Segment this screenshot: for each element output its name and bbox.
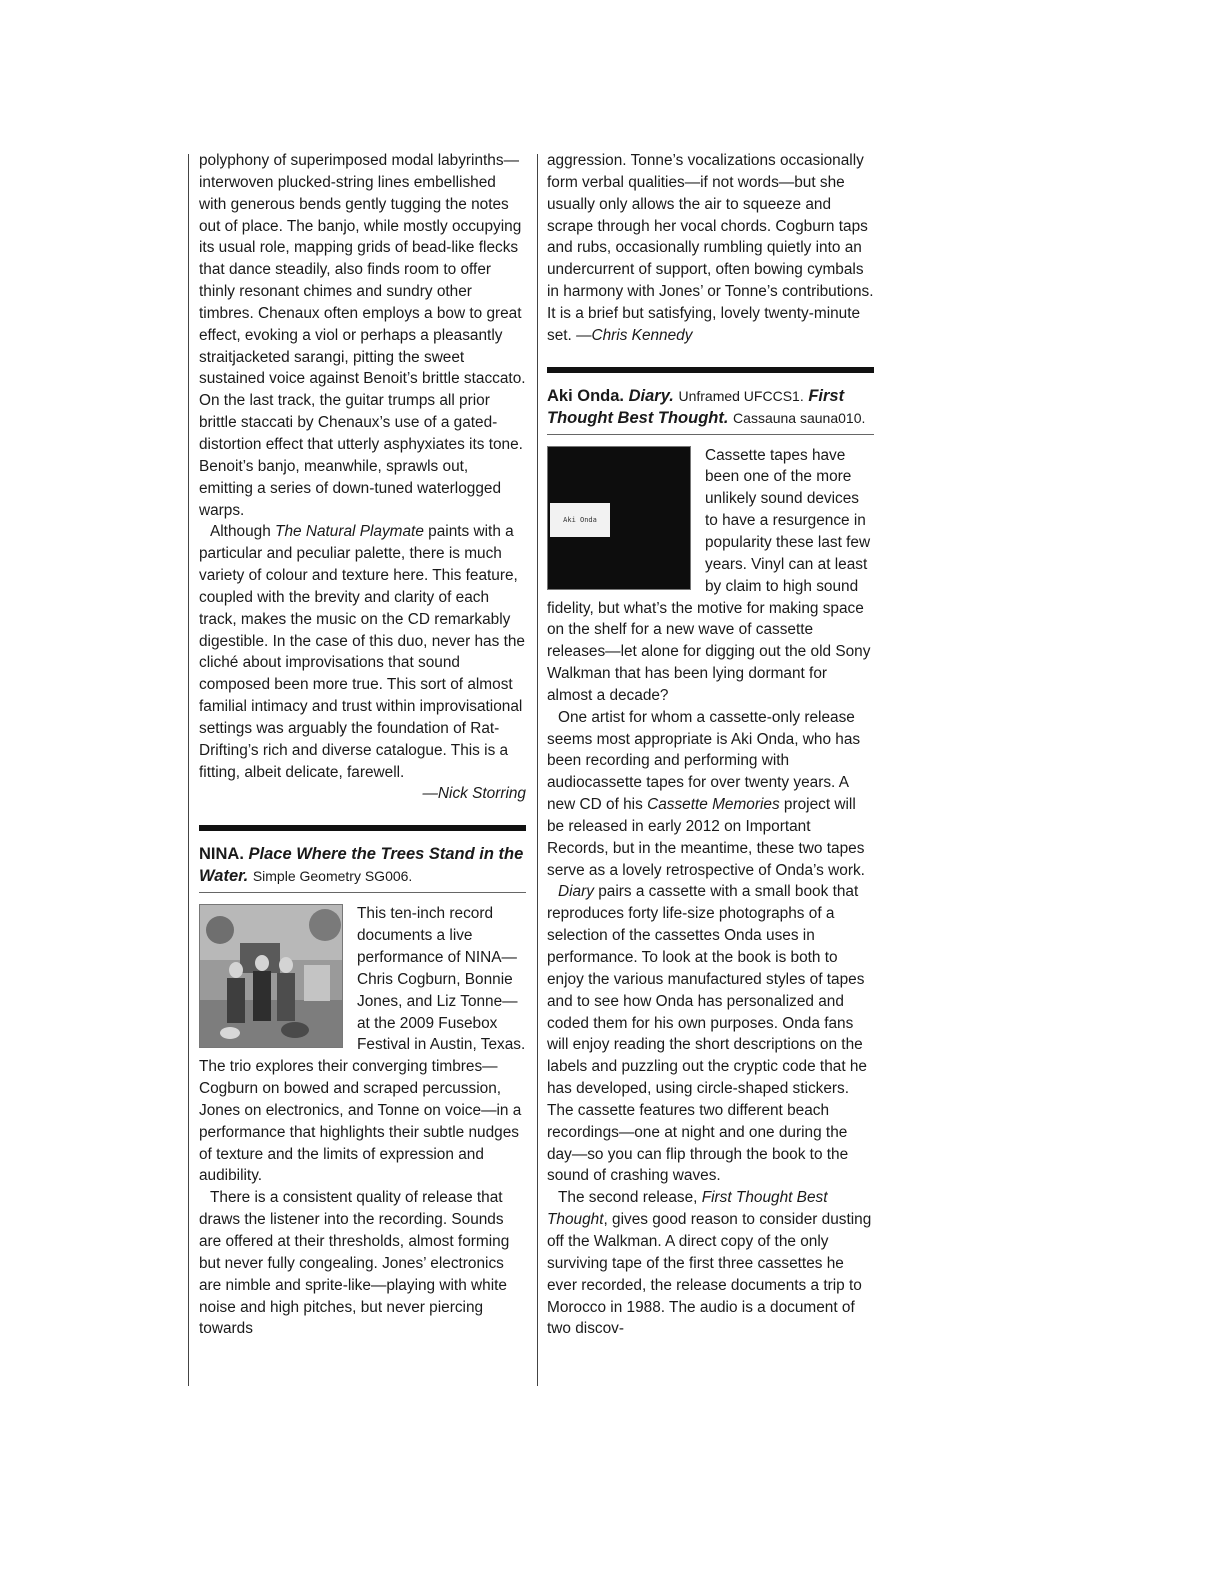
- review-signature: —Chris Kennedy: [576, 326, 693, 344]
- body-paragraph: aggression. Tonne’s vocalizations occasionally form verbal qualities—if not words—but she usually only allows the air to squeeze and scrape through her vocal chords. Cogburn taps and rubs, occasionally rumbling quietly into an undercurrent of support, often bowing cymbals in harmony with Jones’ or Tonne’s contributions. It is a brief but satisfying, lovely twenty-minute set. —Chris Kennedy: [547, 152, 874, 344]
- album-title: First Thought Best Thought: [547, 1189, 828, 1229]
- album-title: Cassette Memories: [647, 796, 780, 814]
- review-divider: [199, 825, 526, 831]
- artist-name: NINA.: [199, 845, 244, 864]
- review-heading-aki-onda: [547, 385, 874, 429]
- body-paragraph: polyphony of superimposed modal labyrinths—interwoven plucked-string lines embellished with generous bends gently tugging the notes out of place. The banjo, while mostly occupying its usual role, mapping grids of bead-like flecks that dance steadily, also finds room to offer thinly resonant chimes and sundry other timbres. Chenaux often employs a bow to great effect, evoking a viol or perhaps a pleasantly straitjacketed sarangi, pitting the sweet sustained voice against Benoit’s brittle staccato. On the last track, the guitar trumps all prior brittle staccati by Chenaux’s use of a gated-distortion effect that utterly asphyxiates its tone. Benoit’s banjo, meanwhile, sprawls out, emitting a series of down-tuned waterlogged warps.: [199, 152, 526, 519]
- record-label: Simple Geometry SG006.: [252, 868, 413, 885]
- right-column: [547, 150, 874, 1340]
- body-paragraph: Cassette tapes have been one of the more unlikely sound devices to have a resurgence in popularity these last few years. Vinyl can at least by claim to high sound fidelity, but what’s the motive for making space on the shelf for a new wave of cassette releases—let alone for digging out the old Sony Walkman that has been lying dormant for almost a decade?: [547, 446, 871, 704]
- album-title: Place Where the Trees Stand in the Water.: [199, 845, 524, 886]
- record-label: Cassauna sauna010.: [733, 409, 866, 426]
- column-rule-left: [188, 154, 189, 1386]
- album-cover-image: [547, 446, 691, 590]
- body-paragraph: One artist for whom a cassette-only release seems most appropriate is Aki Onda, who has been recording and performing with audiocassette tapes for over twenty years. A new CD of his Cassette Memories project will be released in early 2012 on Important Records, but in the meantime, these two tapes serve as a lovely retrospective of Onda’s work.: [547, 708, 865, 879]
- album-title: First Thought Best Thought.: [547, 386, 845, 427]
- album-title: Diary.: [628, 386, 674, 405]
- cover-label: Aki Onda: [550, 503, 610, 537]
- body-paragraph: Diary pairs a cassette with a small book that reproduces forty life-size photographs of a selection of the cassettes Onda uses in performance. To look at the book is both to enjoy the various manufactured styles of tapes and to see how Onda has personalized and coded them for his own purposes. Onda fans will enjoy reading the short descriptions on the labels and puzzling out the cryptic code that he has developed, using circle-shaped stickers. The cassette features two different beach recordings—one at night and one during the day—so you can flip through the book to the sound of crashing waves.: [547, 883, 867, 1185]
- album-title: Diary: [558, 883, 594, 901]
- body-paragraph: The second release, First Thought Best Thought, gives good reason to consider dusting off the Walkman. A direct copy of the only surviving tape of the first three cassettes he ever recorded, the release documents a trip to Morocco in 1988. The audio is a document of two discov-: [547, 1189, 872, 1338]
- heading-rule: [547, 434, 874, 435]
- left-column: [199, 150, 526, 1340]
- heading-rule: [199, 892, 526, 893]
- review-heading-nina: [199, 843, 526, 887]
- album-cover-image: [199, 904, 343, 1048]
- album-title: The Natural Playmate: [275, 523, 424, 541]
- body-paragraph: Although The Natural Playmate paints with a particular and peculiar palette, there is much variety of colour and texture here. This feature, coupled with the brevity and clarity of each track, makes the music on the CD remarkably digestible. In the case of this duo, never has the cliché about improvisations that sound composed been more true. This sort of almost familial intimacy and trust within improvisational settings was arguably the foundation of Rat-Drifting’s rich and diverse catalogue. This is a fitting, albeit delicate, farewell.: [199, 523, 525, 781]
- review-divider: [547, 367, 874, 373]
- review-signature: —Nick Storring: [422, 785, 526, 803]
- record-label: Unframed UFCCS1.: [678, 387, 804, 404]
- artist-name: Aki Onda.: [547, 386, 625, 405]
- body-paragraph: This ten-inch record documents a live performance of NINA—Chris Cogburn, Bonnie Jones, and Liz Tonne—at the 2009 Fusebox Festival in Austin, Texas. The trio explores their converging timbres—Cogburn on bowed and scraped percussion, Jones on electronics, and Tonne on voice—in a performance that highlights their subtle nudges of texture and the limits of expression and audibility.: [199, 905, 526, 1185]
- body-paragraph: There is a consistent quality of release that draws the listener into the recording. Sounds are offered at their thresholds, almost forming but never fully congealing. Jones’ electronics are nimble and sprite-like—playing with white noise and high pitches, but never piercing towards: [199, 1189, 510, 1338]
- column-rule-right: [537, 154, 538, 1386]
